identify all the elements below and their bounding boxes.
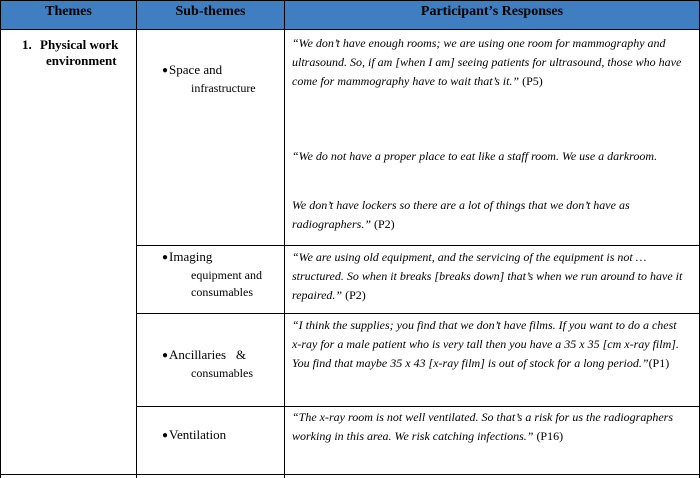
subtheme-ventilation — [162, 426, 280, 445]
subtheme-label-continued: consumables — [191, 366, 253, 380]
response-cell — [292, 408, 688, 446]
theme-number: 1. — [22, 37, 32, 52]
theme-physical-work-environment — [22, 37, 132, 69]
header-divider — [0, 29, 700, 30]
subtheme-label-continued: equipment and consumables — [191, 268, 262, 299]
participant-tag: (P2) — [371, 217, 395, 231]
theme-title-line1: Physical work — [40, 37, 119, 52]
bullet-icon: ● — [162, 350, 169, 361]
subtheme-label: Ancillaries & — [169, 347, 246, 362]
response-quote: “We do not have a proper place to eat like a staff room. We use a darkroom. — [292, 149, 658, 163]
column-divider — [136, 0, 137, 478]
bullet-icon: ● — [162, 252, 169, 263]
theme-title-line2: environment — [46, 53, 117, 68]
row-divider — [137, 245, 700, 246]
row-divider — [137, 313, 700, 314]
bullet-icon: ● — [162, 430, 169, 441]
header-subthemes: Sub-themes — [175, 4, 246, 19]
column-divider — [0, 0, 1, 478]
table-border-bottom — [0, 474, 700, 475]
header-themes: Themes — [45, 4, 92, 19]
response-cell — [292, 316, 688, 373]
column-divider — [284, 0, 285, 478]
response-cell — [292, 196, 688, 234]
subtheme-imaging-equipment — [162, 248, 280, 301]
response-quote: “I think the supplies; you find that we don’t have films. If you want to do a chest x-ray for a male patient who is very tall then you have a 35 x 35 [cm x-ray film]. You find that maybe 35 x 43 [x-ray film] is out of stock for a long period.”(P1) — [292, 318, 679, 370]
response-quote: “We are using old equipment, and the servicing of the equipment is not … structured. So when it breaks [breaks down] that’s when we run around to have it repaired.” (P2) — [292, 250, 683, 302]
subtheme-ancillaries-consumables — [162, 346, 280, 382]
header-responses: Participant’s Responses — [420, 4, 564, 19]
participant-tag: (P16) — [533, 429, 564, 443]
response-quote: “The x-ray room is not well ventilated. So that’s a risk for us the radiographers working in this area. We risk catching infections.” (P16) — [292, 410, 673, 443]
row-divider — [137, 406, 700, 407]
subtheme-label: Imaging — [169, 249, 213, 264]
bullet-icon: ● — [162, 65, 169, 76]
subtheme-label-continued: infrastructure — [191, 81, 256, 95]
response-cell — [292, 34, 688, 91]
response-cell — [292, 147, 688, 166]
subtheme-label: Space and — [169, 62, 223, 77]
participant-tag: (P2) — [342, 288, 366, 302]
subtheme-space-infrastructure — [162, 61, 280, 97]
participant-tag: (P1) — [648, 356, 670, 370]
subtheme-label: Ventilation — [169, 427, 227, 442]
participant-tag: (P5) — [519, 74, 543, 88]
table-border-top — [0, 0, 700, 1]
response-cell — [292, 248, 688, 305]
response-quote: “We don’t have enough rooms; we are using one room for mammography and ultrasound. So, if am [when I am] seeing patients for ultrasound, those who have come for mammography have to wait that’s it.” (P5) — [292, 36, 682, 88]
response-quote: We don’t have lockers so there are a lot of things that we don’t have as radiographers.” (P2) — [292, 198, 630, 231]
